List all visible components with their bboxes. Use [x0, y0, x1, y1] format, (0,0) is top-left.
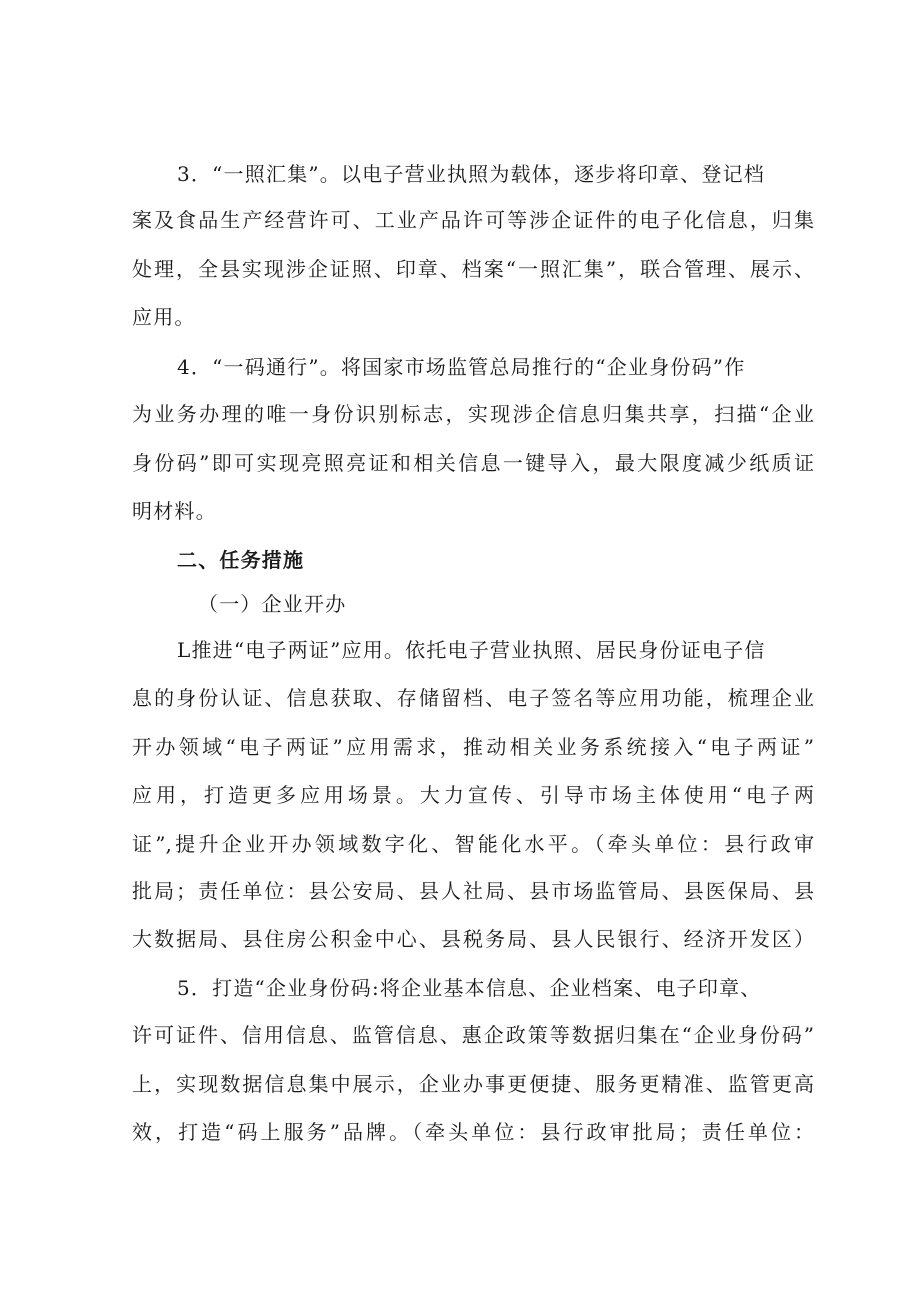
item-1-line-5: 证”,提升企业开办领域数字化、智能化水平。（牵头单位：县行政审 — [132, 832, 814, 856]
item-5-line-4: 效，打造“码上服务”品牌。（牵头单位：县行政审批局；责任单位： — [132, 1120, 814, 1144]
paragraph-4-line-1: 4．“一码通行”。将国家市场监管总局推行的“企业身份码”作 — [177, 355, 746, 379]
item-5-line-2: 许可证件、信用信息、监管信息、惠企政策等数据归集在“企业身份码” — [132, 1023, 814, 1047]
paragraph-4-line-3: 身份码”即可实现亮照亮证和相关信息一键导入，最大限度减少纸质证 — [132, 451, 814, 475]
item-5-line-3: 上，实现数据信息集中展示，企业办事更便捷、服务更精准、监管更高 — [132, 1072, 814, 1096]
paragraph-3-line-4: 应用。 — [132, 305, 196, 329]
section-heading: 二、任务措施 — [177, 548, 305, 572]
paragraph-4-line-4: 明材料。 — [132, 499, 217, 523]
subsection-heading: （一）企业开办 — [198, 592, 347, 616]
paragraph-3-line-2: 案及食品生产经营许可、工业产品许可等涉企证件的电子化信息，归集 — [132, 208, 814, 232]
item-1-line-1: L推进“电子两证”应用。依托电子营业执照、居民身份证电子信 — [177, 638, 766, 662]
paragraph-3-line-1: 3．“一照汇集”。以电子营业执照为载体，逐步将印章、登记档 — [177, 162, 765, 186]
item-1-line-3: 开办领域“电子两证”应用需求，推动相关业务系统接入“电子两证” — [132, 735, 814, 759]
item-1-line-4: 应用，打造更多应用场景。大力宣传、引导市场主体使用“电子两 — [132, 783, 814, 807]
paragraph-3-line-3: 处理，全县实现涉企证照、印章、档案“一照汇集”，联合管理、展示、 — [132, 257, 814, 281]
item-1-line-7: 大数据局、县住房公积金中心、县税务局、县人民银行、经济开发区） — [132, 927, 814, 951]
paragraph-4-line-2: 为业务办理的唯一身份识别标志，实现涉企信息归集共享，扫描“企业 — [132, 402, 814, 426]
item-5-line-1: 5．打造“企业身份码:将企业基本信息、企业档案、电子印章、 — [177, 976, 762, 1000]
item-1-line-6: 批局；责任单位：县公安局、县人社局、县市场监管局、县医保局、县 — [132, 879, 814, 903]
item-1-line-2: 息的身份认证、信息获取、存储留档、电子签名等应用功能，梳理企业 — [132, 686, 814, 710]
